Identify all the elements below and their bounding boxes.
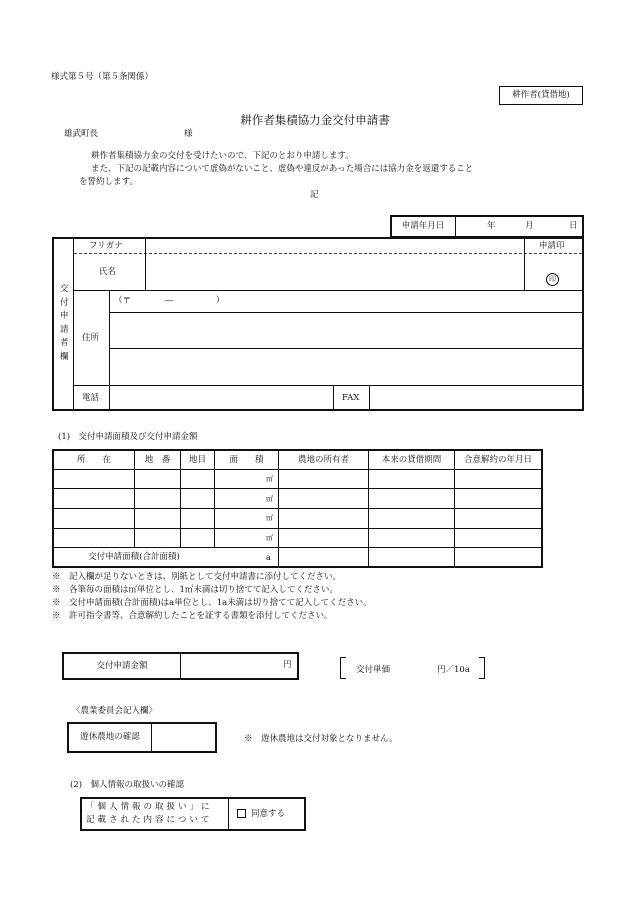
phone-label: 電話	[82, 393, 100, 403]
date-month[interactable]: 月	[525, 221, 534, 231]
amount-label: 交付申請金額	[96, 660, 148, 671]
idle-land-check-label: 遊休農地の確認	[80, 732, 140, 743]
col-header-lease-period: 本来の貸借期間	[381, 454, 442, 465]
area-unit: ㎡	[266, 475, 273, 483]
area-unit: ㎡	[266, 514, 273, 522]
privacy-line-2: 記載された内容について	[86, 815, 213, 825]
date-label: 申請年月日	[401, 221, 445, 232]
note-1: ※ 記入欄が足りないときは、別紙として交付申請書に添付してください。	[52, 572, 342, 582]
checkbox-icon	[237, 809, 246, 818]
seal-label: 申請印	[539, 241, 565, 251]
amount-unit[interactable]: 円	[283, 660, 292, 670]
area-unit: ㎡	[266, 495, 273, 503]
bracket-right	[479, 657, 485, 679]
total-area-label: 交付申請面積(合計面積)	[88, 551, 180, 562]
intro-line-3: を誓約します。	[79, 177, 138, 187]
note-2: ※ 各筆毎の面積は㎡単位とし、1㎡未満は切り捨てて記入してください。	[52, 585, 338, 595]
fax-label: FAX	[342, 393, 360, 403]
note-3: ※ 交付申請面積(合計面積)はa単位とし、1a未満は切り捨てて記入してください。	[52, 598, 372, 608]
total-area-unit: a	[266, 553, 271, 562]
postal-code[interactable]: （〒 ― ）	[114, 296, 225, 306]
ki-mark: 記	[310, 190, 319, 200]
col-header-location: 所 在	[76, 454, 111, 465]
note-4: ※ 許可指令書等、合意解約したことを証する書類を添付してください。	[52, 611, 333, 621]
col-header-termination-date: 合意解約の年月日	[463, 454, 532, 465]
area-unit: ㎡	[266, 534, 273, 542]
form-number: 様式第５号（第５条関係）	[51, 72, 154, 82]
privacy-line-1: 「個人情報の取扱い」に	[86, 802, 213, 812]
committee-heading: 〈農業委員会記入欄〉	[72, 706, 158, 716]
idle-land-note: ※ 遊休農地は交付対象となりません。	[244, 734, 398, 744]
col-header-area: 面 積	[229, 454, 264, 465]
seal-stamp-icon: 印	[546, 266, 559, 286]
furigana-label: フリガナ	[89, 241, 123, 251]
date-year[interactable]: 年	[487, 221, 496, 231]
address-label: 住所	[82, 333, 100, 343]
page-title: 耕作者集積協力金交付申請書	[240, 113, 390, 127]
form-type-tag: 耕作者(貸借地)	[499, 86, 583, 105]
name-label: 氏名	[99, 267, 117, 277]
rate-label: 交付単価	[356, 665, 391, 675]
intro-line-1: 耕作者集積協力金の交付を受けたいので、下記のとおり申請します。	[91, 151, 354, 161]
date-day[interactable]: 日	[569, 221, 578, 231]
bracket-left	[340, 657, 346, 679]
col-header-owner: 農地の所有者	[297, 454, 349, 465]
agree-checkbox[interactable]	[237, 809, 285, 820]
honorific: 様	[184, 129, 193, 139]
agree-label: 同意する	[251, 809, 286, 819]
addressee: 雄武町長	[64, 129, 99, 139]
applicant-section-label: 交付申請者欄	[60, 284, 69, 362]
col-header-land-category: 地目	[188, 454, 206, 465]
col-header-lot-number: 地 番	[144, 454, 171, 465]
rate-unit: 円／10a	[437, 665, 470, 675]
section2-heading: (2) 個人情報の取扱いの確認	[70, 780, 185, 790]
section1-heading: (1) 交付申請面積及び交付申請金額	[58, 432, 198, 442]
intro-line-2: また、下記の記載内容について虚偽がないこと、虚偽や違反があった場合には協力金を返還すること	[91, 164, 474, 174]
